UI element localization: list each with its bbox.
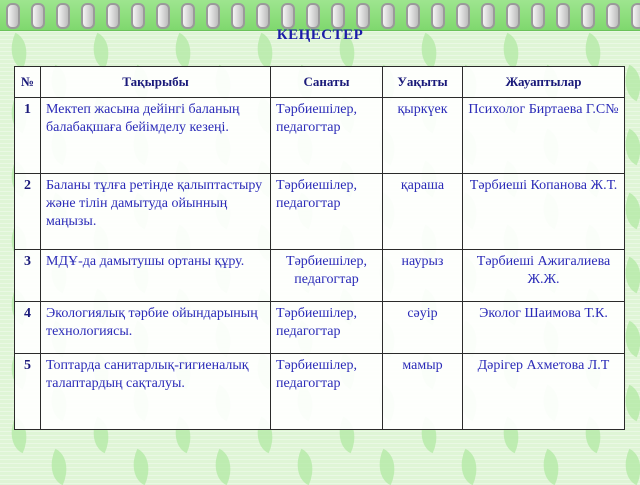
table-row	[15, 98, 625, 174]
spiral-ring-icon	[131, 3, 145, 29]
spiral-ring-icon	[31, 3, 45, 29]
row-topic: Топтарда санитарлық-гигиеналық талаптардың сақталуы.	[41, 354, 271, 430]
header-category: Санаты	[271, 67, 383, 98]
spiral-ring-icon	[581, 3, 595, 29]
row-time: наурыз	[383, 250, 463, 302]
spiral-ring-icon	[81, 3, 95, 29]
spiral-ring-icon	[281, 3, 295, 29]
header-responsible: Жауаптылар	[463, 67, 625, 98]
row-category: Тәрбиешілер, педагогтар	[271, 354, 383, 430]
header-number: №	[15, 67, 41, 98]
spiral-ring-icon	[156, 3, 170, 29]
spiral-ring-icon	[506, 3, 520, 29]
row-topic: Экологиялық тәрбие ойындарының технологиясы.	[41, 302, 271, 354]
row-topic: Баланы тұлға ретінде қалыптастыру және тілін дамытуда ойынның маңызы.	[41, 174, 271, 250]
table-row	[15, 354, 625, 430]
row-number: 2	[15, 174, 41, 250]
row-time: қараша	[383, 174, 463, 250]
row-number: 1	[15, 98, 41, 174]
spiral-ring-icon	[631, 3, 640, 29]
row-topic: МДҰ-да дамытушы ортаны құру.	[41, 250, 271, 302]
row-responsible: Тәрбиеші Копанова Ж.Т.	[463, 174, 625, 250]
table-row	[15, 174, 625, 250]
row-time: қыркүек	[383, 98, 463, 174]
spiral-ring-icon	[531, 3, 545, 29]
row-number: 4	[15, 302, 41, 354]
row-time: мамыр	[383, 354, 463, 430]
row-topic: Мектеп жасына дейінгі баланың балабақшаға бейімделу кезеңі.	[41, 98, 271, 174]
row-category: Тәрбиешілер, педагогтар	[271, 302, 383, 354]
row-responsible: Тәрбиеші Ажигалиева Ж.Ж.	[463, 250, 625, 302]
row-category: Тәрбиешілер, педагогтар	[271, 98, 383, 174]
consultations-table-container	[14, 66, 624, 430]
table-row	[15, 250, 625, 302]
spiral-ring-icon	[556, 3, 570, 29]
page-title: КЕҢЕСТЕР	[276, 27, 364, 43]
spiral-ring-icon	[256, 3, 270, 29]
spiral-ring-icon	[231, 3, 245, 29]
spiral-ring-icon	[481, 3, 495, 29]
table-row	[15, 302, 625, 354]
header-topic: Тақырыбы	[41, 67, 271, 98]
row-number: 3	[15, 250, 41, 302]
spiral-ring-icon	[206, 3, 220, 29]
spiral-ring-icon	[356, 3, 370, 29]
row-responsible: Дәрігер Ахметова Л.Т	[463, 354, 625, 430]
consultations-table	[14, 66, 625, 430]
row-responsible: Эколог Шаимова Т.К.	[463, 302, 625, 354]
spiral-ring-icon	[456, 3, 470, 29]
spiral-ring-icon	[431, 3, 445, 29]
spiral-ring-icon	[56, 3, 70, 29]
spiral-ring-icon	[331, 3, 345, 29]
spiral-ring-icon	[406, 3, 420, 29]
spiral-ring-icon	[381, 3, 395, 29]
table-header-row	[15, 67, 625, 98]
row-category: Тәрбиешілер, педагогтар	[271, 250, 383, 302]
spiral-ring-icon	[6, 3, 20, 29]
header-time: Уақыты	[383, 67, 463, 98]
row-number: 5	[15, 354, 41, 430]
spiral-ring-icon	[181, 3, 195, 29]
row-responsible: Психолог Биртаева Г.С№	[463, 98, 625, 174]
spiral-ring-icon	[606, 3, 620, 29]
row-time: сәуір	[383, 302, 463, 354]
spiral-ring-icon	[106, 3, 120, 29]
row-category: Тәрбиешілер, педагогтар	[271, 174, 383, 250]
spiral-ring-icon	[306, 3, 320, 29]
